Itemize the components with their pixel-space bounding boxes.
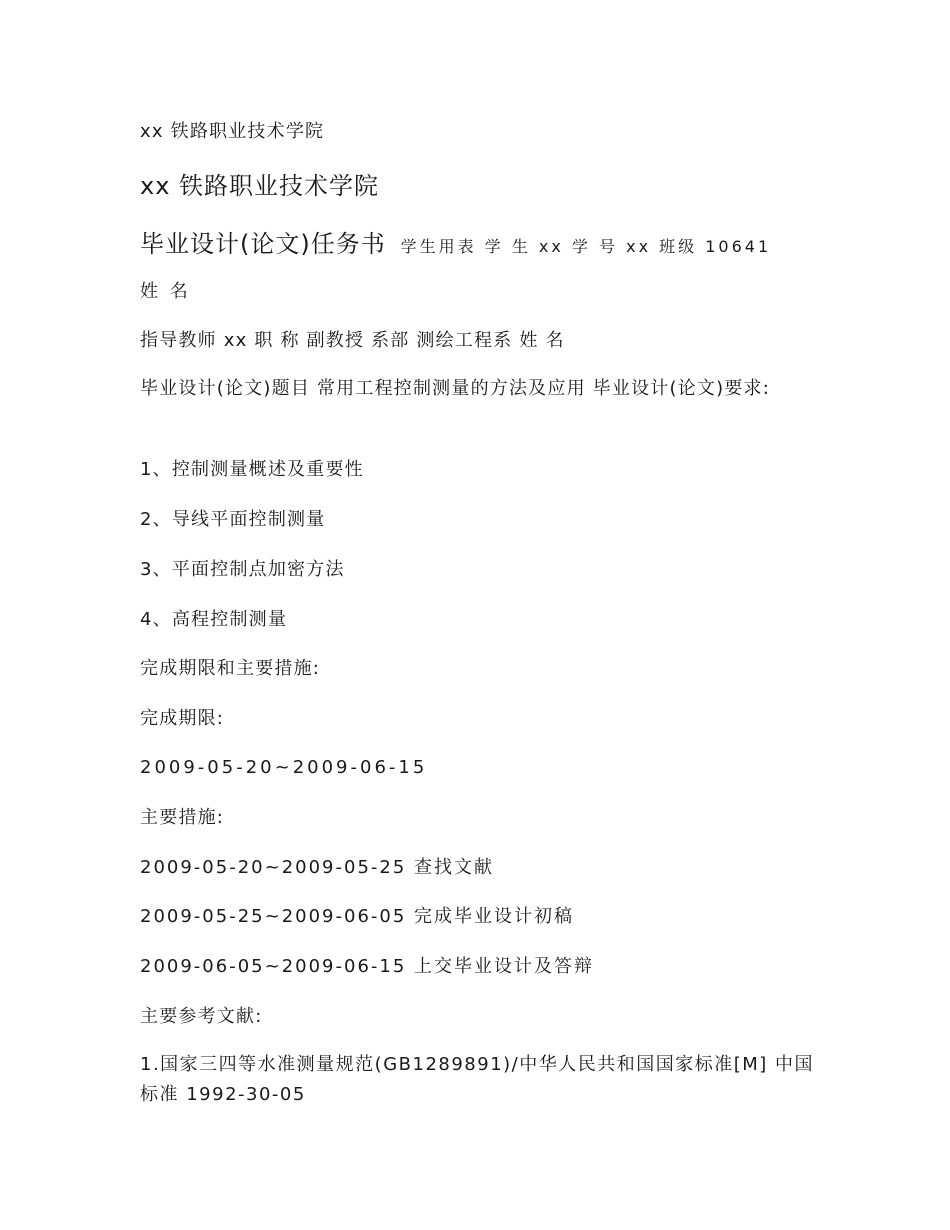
requirement-item-1: 1、控制测量概述及重要性 — [140, 459, 364, 480]
advisor-line: 指导教师 xx 职 称 副教授 系部 测绘工程系 姓 名 — [140, 330, 565, 351]
requirement-item-3: 3、平面控制点加密方法 — [140, 559, 345, 580]
name-label: 姓 名 — [140, 281, 191, 302]
measure-item-2: 2009-05-25~2009-06-05 完成毕业设计初稿 — [140, 906, 575, 927]
measures-label: 主要措施: — [140, 807, 225, 828]
topic-line: 毕业设计(论文)题目 常用工程控制测量的方法及应用 毕业设计(论文)要求: — [140, 378, 770, 399]
header-institution-large: xx 铁路职业技术学院 — [140, 172, 380, 200]
requirement-item-2: 2、导线平面控制测量 — [140, 509, 326, 530]
measure-item-1: 2009-05-20~2009-05-25 查找文献 — [140, 857, 495, 878]
requirement-item-4: 4、高程控制测量 — [140, 609, 288, 630]
task-title-row — [140, 232, 820, 259]
deadline-range: 2009-05-20~2009-06-15 — [140, 757, 428, 778]
deadline-heading: 完成期限和主要措施: — [140, 658, 321, 679]
task-title: 毕业设计(论文)任务书 — [140, 230, 386, 258]
header-institution-small: xx 铁路职业技术学院 — [140, 121, 325, 142]
task-info: 学生用表 学 生 xx 学 号 xx 班级 10641 — [400, 237, 772, 256]
deadline-label: 完成期限: — [140, 708, 225, 729]
references-label: 主要参考文献: — [140, 1006, 263, 1027]
reference-item-1: 1.国家三四等水准测量规范(GB1289891)/中华人民共和国国家标准[M] 中国标准 1992-30-05 — [140, 1054, 815, 1105]
measure-item-3: 2009-06-05~2009-06-15 上交毕业设计及答辩 — [140, 956, 595, 977]
